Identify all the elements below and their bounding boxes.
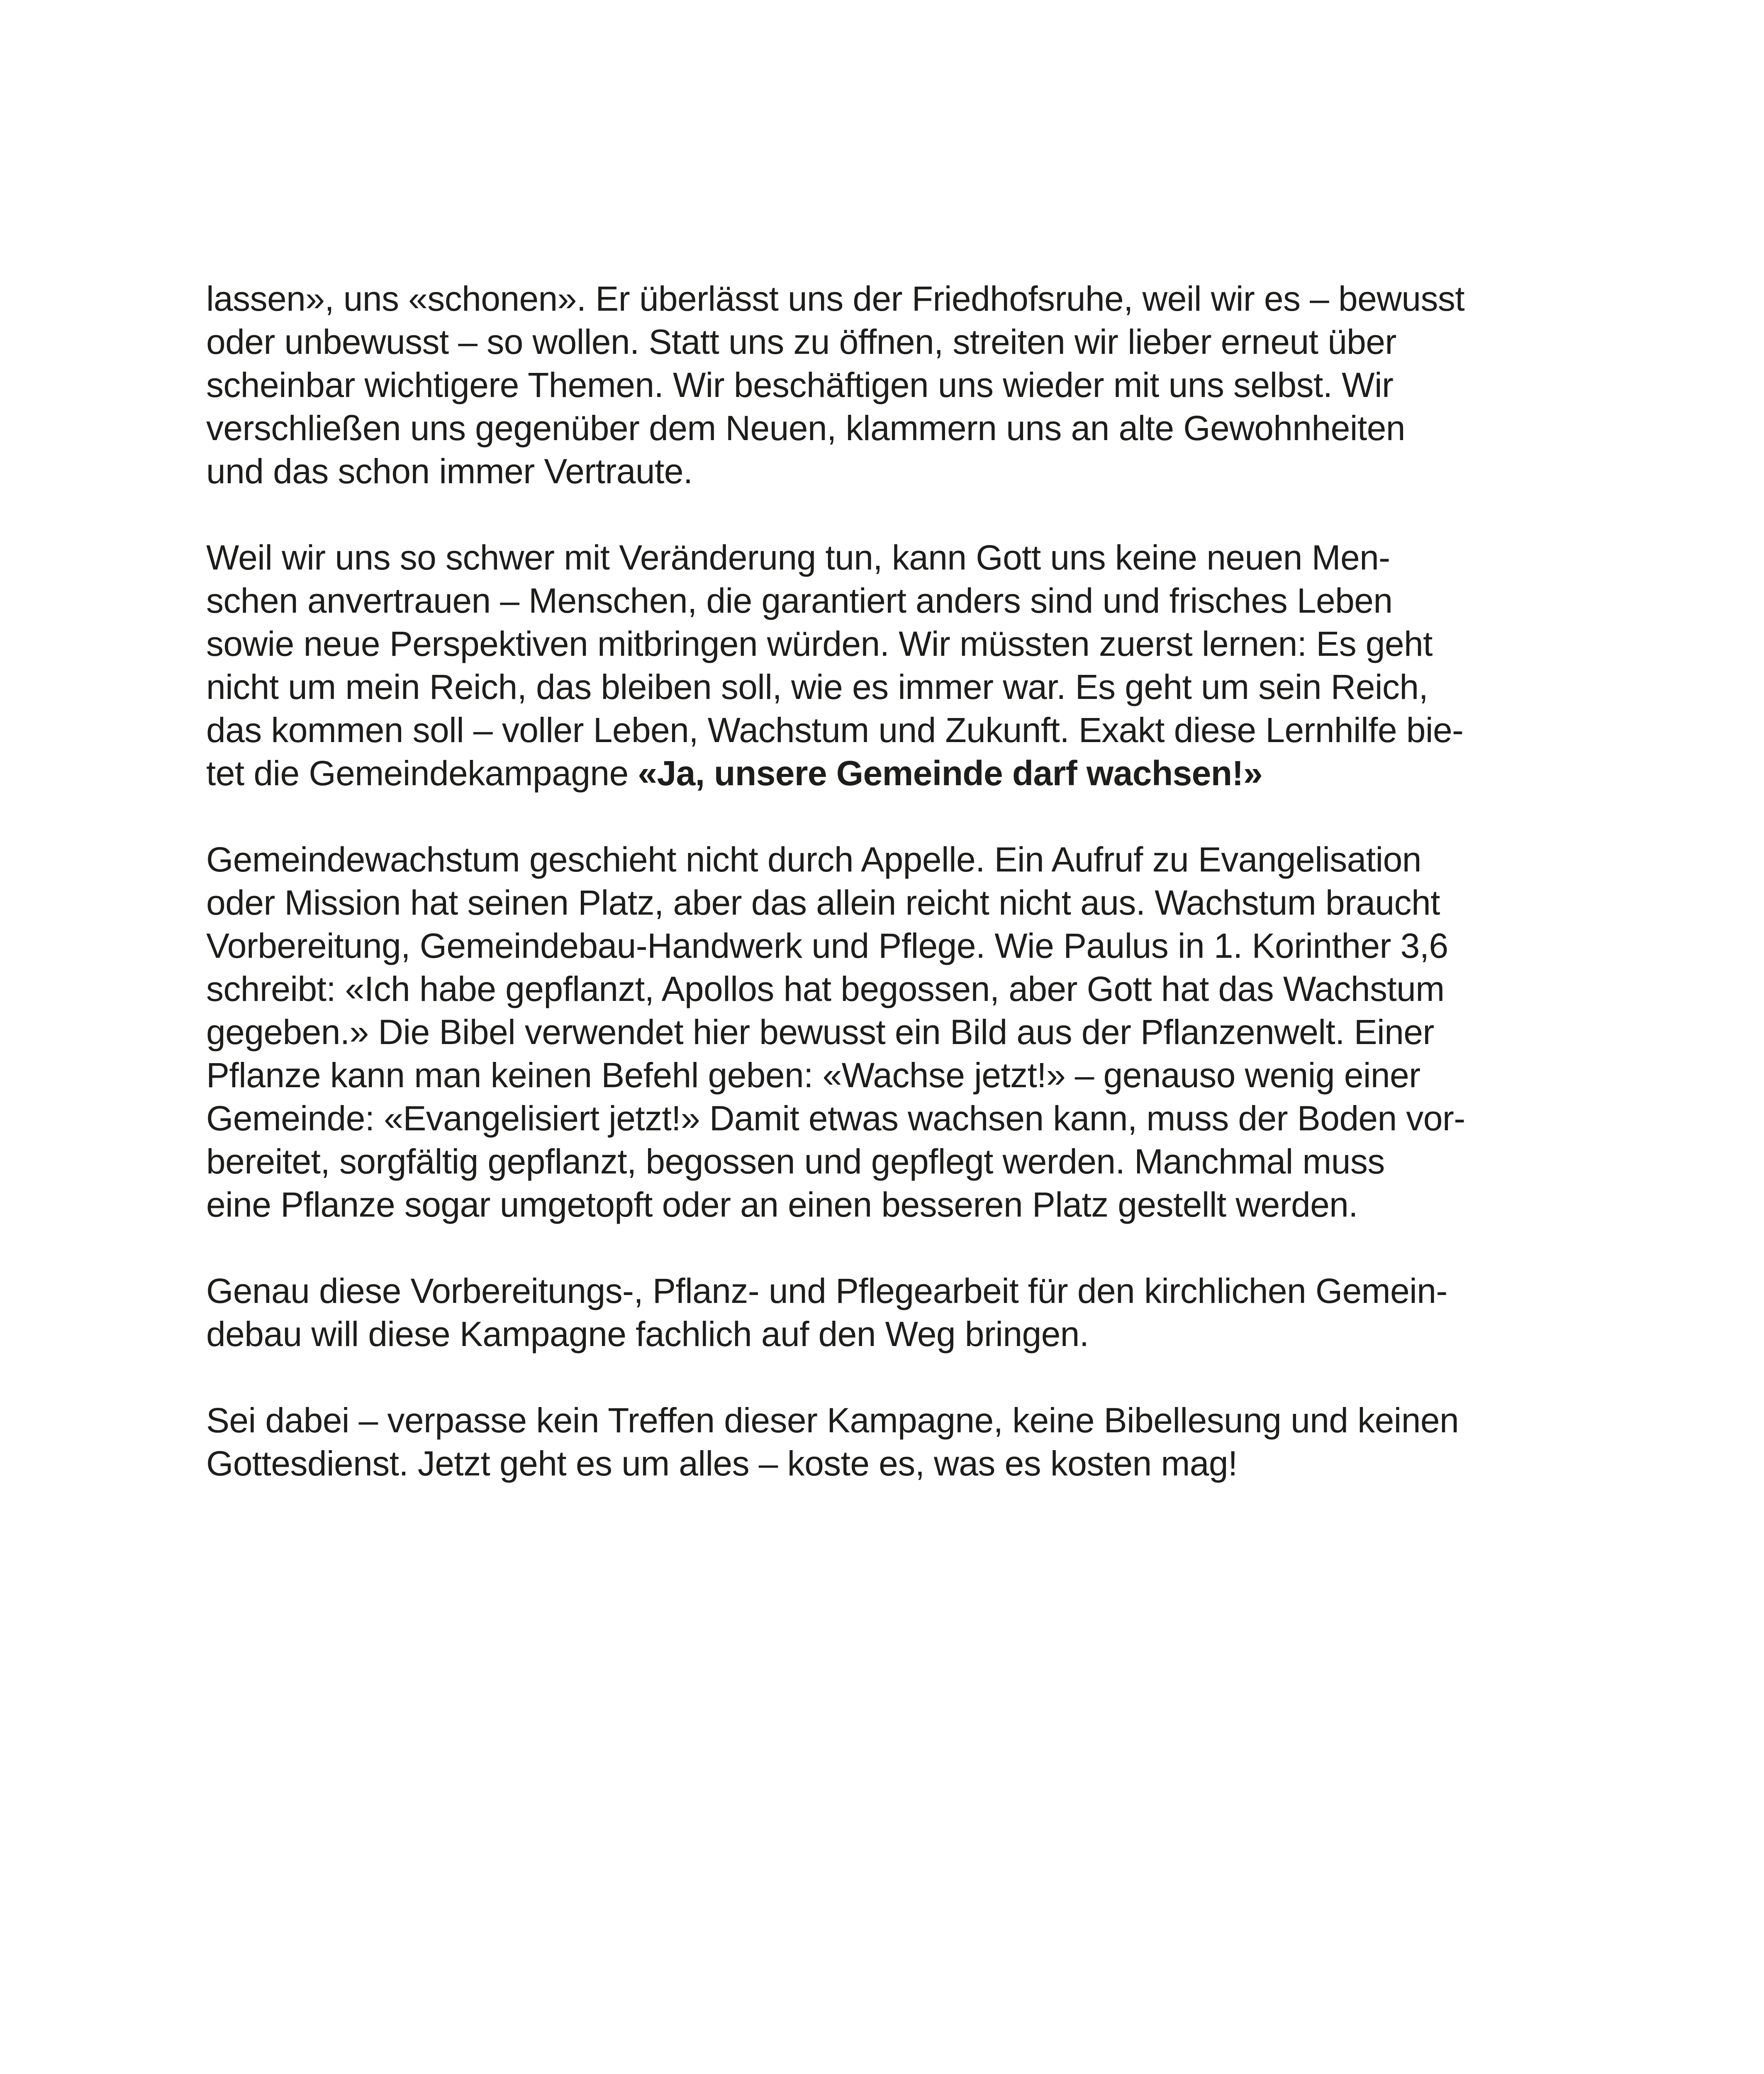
text-line: eine Pflanze sogar umgetopft oder an einen besseren Platz gestellt werden. [206,1185,1358,1224]
text-line: Vorbereitung, Gemeindebau-Handwerk und Pflege. Wie Paulus in 1. Korinther 3,6 [206,926,1448,965]
text-line: Gemeinde: «Evangelisiert jetzt!» Damit etwas wachsen kann, muss der Boden vor- [206,1099,1465,1138]
text-line: nicht um mein Reich, das bleiben soll, wie es immer war. Es geht um sein Reich, [206,667,1428,706]
text-line: das kommen soll – voller Leben, Wachstum und Zukunft. Exakt diese Lernhilfe bie- [206,711,1464,750]
text-line: gegeben.» Die Bibel verwendet hier bewusst ein Bild aus der Pflanzenwelt. Einer [206,1013,1434,1052]
text-line: Gemeindewachstum geschieht nicht durch Appelle. Ein Aufruf zu Evangelisation [206,840,1421,879]
paragraph-4 [206,1269,1575,1356]
text-line: bereitet, sorgfältig gepflanzt, begossen und gepflegt werden. Manchmal muss [206,1142,1385,1181]
text-line: scheinbar wichtigere Themen. Wir beschäftigen uns wieder mit uns selbst. Wir [206,365,1394,404]
text-line: sowie neue Perspektiven mitbringen würden. Wir müssten zuerst lernen: Es geht [206,624,1433,663]
text-line: lassen», uns «schonen». Er überlässt uns der Friedhofsruhe, weil wir es – bewusst [206,279,1464,318]
text-line: schreibt: «Ich habe gepflanzt, Apollos hat begossen, aber Gott hat das Wachstum [206,969,1445,1008]
text-line: oder unbewusst – so wollen. Statt uns zu öffnen, streiten wir lieber erneut über [206,322,1396,361]
text-line: und das schon immer Vertraute. [206,452,693,491]
text-line [206,752,1575,795]
paragraph-3 [206,838,1575,1226]
text-line: Sei dabei – verpasse kein Treffen dieser Kampagne, keine Bibellesung und keinen [206,1401,1459,1440]
text-line: Genau diese Vorbereitungs-, Pflanz- und Pflegearbeit für den kirchlichen Gemein- [206,1271,1447,1310]
text-line: Gottesdienst. Jetzt geht es um alles – koste es, was es kosten mag! [206,1444,1238,1483]
text-line: schen anvertrauen – Menschen, die garantiert anders sind und frisches Leben [206,581,1393,620]
paragraph-1 [206,277,1575,493]
campaign-title: «Ja, unsere Gemeinde darf wachsen!» [638,754,1262,793]
text-line-plain: tet die Gemeindekampagne [206,754,638,793]
text-line: verschließen uns gegenüber dem Neuen, klammern uns an alte Gewohnheiten [206,409,1405,448]
text-line: Weil wir uns so schwer mit Veränderung tun, kann Gott uns keine neuen Men- [206,538,1390,577]
paragraph-2 [206,536,1575,795]
text-line: Pflanze kann man keinen Befehl geben: «Wachse jetzt!» – genauso wenig einer [206,1056,1420,1095]
paragraph-5 [206,1399,1575,1485]
body-text [206,277,1575,1528]
text-line: oder Mission hat seinen Platz, aber das allein reicht nicht aus. Wachstum braucht [206,883,1440,922]
text-line: debau will diese Kampagne fachlich auf den Weg bringen. [206,1315,1089,1353]
